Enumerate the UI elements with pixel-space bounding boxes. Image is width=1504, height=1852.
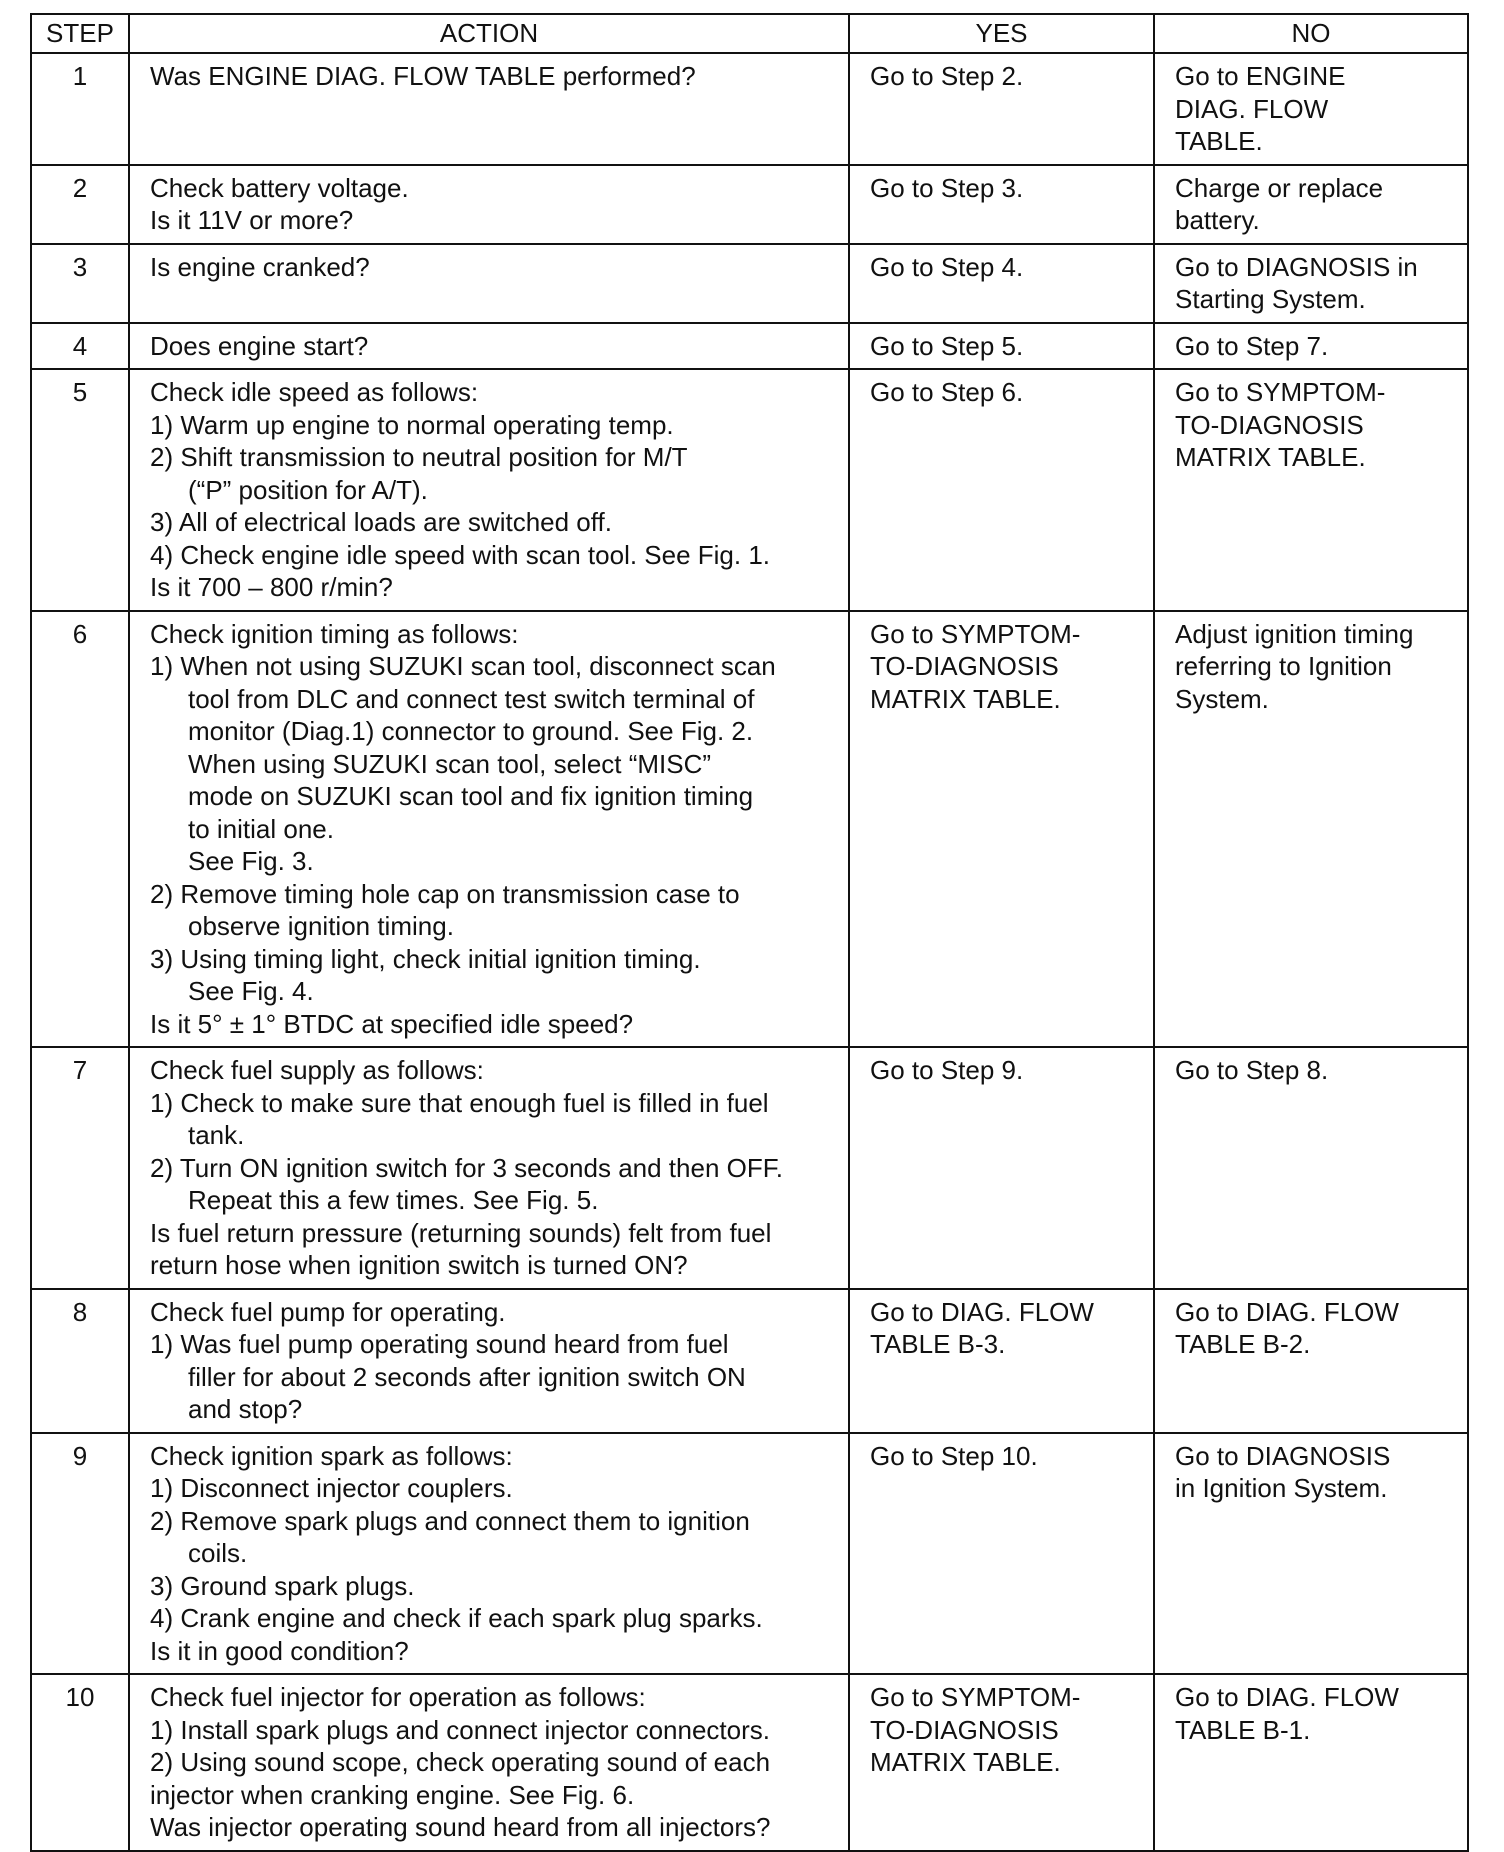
header-action: ACTION bbox=[129, 14, 849, 53]
no-line: battery. bbox=[1175, 205, 1260, 235]
yes-cell bbox=[849, 369, 1154, 611]
yes-line: Go to Step 6. bbox=[870, 377, 1024, 407]
yes-line: TO-DIAGNOSIS bbox=[870, 651, 1059, 681]
action-line: Is engine cranked? bbox=[150, 251, 370, 282]
table-row bbox=[31, 369, 1468, 611]
step-number: 1 bbox=[31, 53, 129, 165]
action-line: (“P” position for A/T). bbox=[188, 474, 428, 505]
action-line: Is it 11V or more? bbox=[150, 205, 354, 235]
action-line: 1) Was fuel pump operating sound heard from fuel bbox=[150, 1329, 729, 1359]
no-line: in Ignition System. bbox=[1175, 1473, 1388, 1503]
no-cell bbox=[1154, 53, 1468, 165]
yes-line: Go to SYMPTOM- bbox=[870, 618, 1081, 649]
no-cell bbox=[1154, 1433, 1468, 1675]
table-row bbox=[31, 1674, 1468, 1851]
action-line: 3) All of electrical loads are switched off. bbox=[150, 507, 612, 537]
no-line: MATRIX TABLE. bbox=[1175, 442, 1366, 472]
action-line: Check idle speed as follows: bbox=[150, 377, 479, 407]
action-line: See Fig. 4. bbox=[188, 976, 314, 1006]
action-line: injector when cranking engine. See Fig. 6. bbox=[150, 1779, 635, 1810]
action-line: Is it 700 – 800 r/min? bbox=[150, 572, 393, 602]
no-line: Go to ENGINE bbox=[1175, 61, 1346, 91]
no-line: TABLE. bbox=[1175, 126, 1263, 156]
action-line: Check battery voltage. bbox=[150, 172, 409, 203]
action-line: 3) Ground spark plugs. bbox=[150, 1570, 415, 1601]
yes-cell bbox=[849, 1289, 1154, 1433]
yes-line: Go to Step 10. bbox=[870, 1440, 1038, 1471]
yes-cell bbox=[849, 1433, 1154, 1675]
action-line: 2) Shift transmission to neutral position for M/T bbox=[150, 442, 688, 472]
action-line: Repeat this a few times. See Fig. 5. bbox=[188, 1185, 599, 1215]
no-cell bbox=[1154, 1674, 1468, 1851]
action-line: 3) Using timing light, check initial ignition timing. bbox=[150, 943, 701, 974]
yes-cell bbox=[849, 53, 1154, 165]
action-line: tool from DLC and connect test switch terminal of bbox=[188, 683, 755, 714]
action-line: Check fuel pump for operating. bbox=[150, 1296, 506, 1327]
yes-line: Go to Step 2. bbox=[870, 61, 1024, 91]
action-line: mode on SUZUKI scan tool and fix ignition timing bbox=[188, 781, 754, 811]
action-line: Is it 5° ± 1° BTDC at specified idle speed? bbox=[150, 1008, 634, 1039]
action-line: 2) Using sound scope, check operating sound of each bbox=[150, 1747, 771, 1777]
table-row bbox=[31, 165, 1468, 244]
no-line: Go to DIAGNOSIS in bbox=[1175, 251, 1418, 282]
step-number: 7 bbox=[31, 1047, 129, 1289]
table-row bbox=[31, 244, 1468, 323]
action-cell bbox=[129, 323, 849, 370]
action-line: 2) Remove spark plugs and connect them to ignition bbox=[150, 1505, 750, 1536]
action-line: 2) Remove timing hole cap on transmission case to bbox=[150, 878, 740, 909]
no-cell bbox=[1154, 323, 1468, 370]
action-line: Check ignition timing as follows: bbox=[150, 618, 519, 649]
action-line: Was ENGINE DIAG. FLOW TABLE performed? bbox=[150, 61, 696, 91]
table-row bbox=[31, 1433, 1468, 1675]
no-cell bbox=[1154, 369, 1468, 611]
action-cell bbox=[129, 1289, 849, 1433]
action-cell bbox=[129, 611, 849, 1048]
yes-cell bbox=[849, 611, 1154, 1048]
action-line: Check fuel injector for operation as follows: bbox=[150, 1682, 646, 1712]
yes-line: Go to DIAG. FLOW bbox=[870, 1296, 1094, 1327]
yes-line: TO-DIAGNOSIS bbox=[870, 1714, 1059, 1745]
header-step: STEP bbox=[31, 14, 129, 53]
action-line: 1) Warm up engine to normal operating temp. bbox=[150, 409, 674, 440]
action-line: 1) Check to make sure that enough fuel is filled in fuel bbox=[150, 1087, 769, 1118]
yes-line: MATRIX TABLE. bbox=[870, 683, 1061, 714]
yes-line: Go to Step 9. bbox=[870, 1055, 1024, 1085]
header-no: NO bbox=[1154, 14, 1468, 53]
action-line: 2) Turn ON ignition switch for 3 seconds and then OFF. bbox=[150, 1152, 783, 1183]
yes-line: Go to Step 3. bbox=[870, 172, 1024, 203]
action-line: See Fig. 3. bbox=[188, 846, 314, 876]
action-cell bbox=[129, 165, 849, 244]
no-line: Go to DIAG. FLOW bbox=[1175, 1296, 1399, 1327]
yes-line: MATRIX TABLE. bbox=[870, 1747, 1061, 1777]
no-cell bbox=[1154, 1289, 1468, 1433]
action-line: Was injector operating sound heard from all injectors? bbox=[150, 1812, 771, 1842]
yes-line: Go to SYMPTOM- bbox=[870, 1682, 1081, 1712]
step-number: 3 bbox=[31, 244, 129, 323]
no-cell bbox=[1154, 611, 1468, 1048]
no-cell bbox=[1154, 244, 1468, 323]
no-line: System. bbox=[1175, 683, 1269, 714]
action-cell bbox=[129, 53, 849, 165]
action-line: filler for about 2 seconds after ignition switch ON bbox=[188, 1361, 746, 1392]
no-line: Charge or replace bbox=[1175, 172, 1384, 203]
action-line: 1) When not using SUZUKI scan tool, disconnect scan bbox=[150, 651, 776, 681]
action-cell bbox=[129, 1433, 849, 1675]
action-line: 4) Crank engine and check if each spark plug sparks. bbox=[150, 1603, 763, 1633]
step-number: 9 bbox=[31, 1433, 129, 1675]
action-line: to initial one. bbox=[188, 813, 334, 844]
action-line: observe ignition timing. bbox=[188, 911, 454, 941]
no-line: referring to Ignition bbox=[1175, 651, 1392, 681]
action-line: When using SUZUKI scan tool, select “MISC” bbox=[188, 748, 712, 779]
action-line: 1) Install spark plugs and connect injector connectors. bbox=[150, 1714, 771, 1745]
no-line: Starting System. bbox=[1175, 284, 1366, 314]
action-cell bbox=[129, 369, 849, 611]
header-yes: YES bbox=[849, 14, 1154, 53]
table-row bbox=[31, 1289, 1468, 1433]
no-line: Go to DIAG. FLOW bbox=[1175, 1682, 1399, 1712]
action-line: and stop? bbox=[188, 1394, 303, 1424]
yes-line: Go to Step 4. bbox=[870, 251, 1024, 282]
no-line: TABLE B-2. bbox=[1175, 1329, 1311, 1359]
action-line: tank. bbox=[188, 1120, 245, 1150]
action-cell bbox=[129, 1674, 849, 1851]
yes-cell bbox=[849, 165, 1154, 244]
yes-line: TABLE B-3. bbox=[870, 1329, 1006, 1359]
no-line: Go to Step 8. bbox=[1175, 1055, 1329, 1085]
diagnostic-flow-table bbox=[30, 13, 1469, 1852]
action-line: Is it in good condition? bbox=[150, 1635, 409, 1666]
action-cell bbox=[129, 1047, 849, 1289]
header-row bbox=[31, 14, 1468, 53]
no-line: TO-DIAGNOSIS bbox=[1175, 409, 1364, 440]
no-line: TABLE B-1. bbox=[1175, 1714, 1311, 1745]
yes-cell bbox=[849, 1047, 1154, 1289]
table-row bbox=[31, 323, 1468, 370]
step-number: 8 bbox=[31, 1289, 129, 1433]
no-line: DIAG. FLOW bbox=[1175, 93, 1329, 124]
table-row bbox=[31, 1047, 1468, 1289]
table-row bbox=[31, 53, 1468, 165]
action-line: return hose when ignition switch is turned ON? bbox=[150, 1250, 688, 1280]
step-number: 2 bbox=[31, 165, 129, 244]
action-line: 4) Check engine idle speed with scan tool. See Fig. 1. bbox=[150, 539, 771, 570]
action-line: monitor (Diag.1) connector to ground. See Fig. 2. bbox=[188, 716, 754, 746]
yes-line: Go to Step 5. bbox=[870, 330, 1024, 361]
yes-cell bbox=[849, 323, 1154, 370]
action-line: 1) Disconnect injector couplers. bbox=[150, 1473, 513, 1503]
step-number: 5 bbox=[31, 369, 129, 611]
step-number: 4 bbox=[31, 323, 129, 370]
no-line: Go to Step 7. bbox=[1175, 330, 1329, 361]
action-cell bbox=[129, 244, 849, 323]
step-number: 6 bbox=[31, 611, 129, 1048]
no-line: Go to SYMPTOM- bbox=[1175, 377, 1386, 407]
no-line: Adjust ignition timing bbox=[1175, 618, 1414, 649]
action-line: Check ignition spark as follows: bbox=[150, 1440, 513, 1471]
no-cell bbox=[1154, 165, 1468, 244]
yes-cell bbox=[849, 1674, 1154, 1851]
yes-cell bbox=[849, 244, 1154, 323]
table-row bbox=[31, 611, 1468, 1048]
action-line: coils. bbox=[188, 1538, 248, 1568]
action-line: Is fuel return pressure (returning sounds) felt from fuel bbox=[150, 1217, 772, 1248]
action-line: Check fuel supply as follows: bbox=[150, 1055, 484, 1085]
no-line: Go to DIAGNOSIS bbox=[1175, 1440, 1391, 1471]
no-cell bbox=[1154, 1047, 1468, 1289]
action-line: Does engine start? bbox=[150, 330, 369, 361]
step-number: 10 bbox=[31, 1674, 129, 1851]
